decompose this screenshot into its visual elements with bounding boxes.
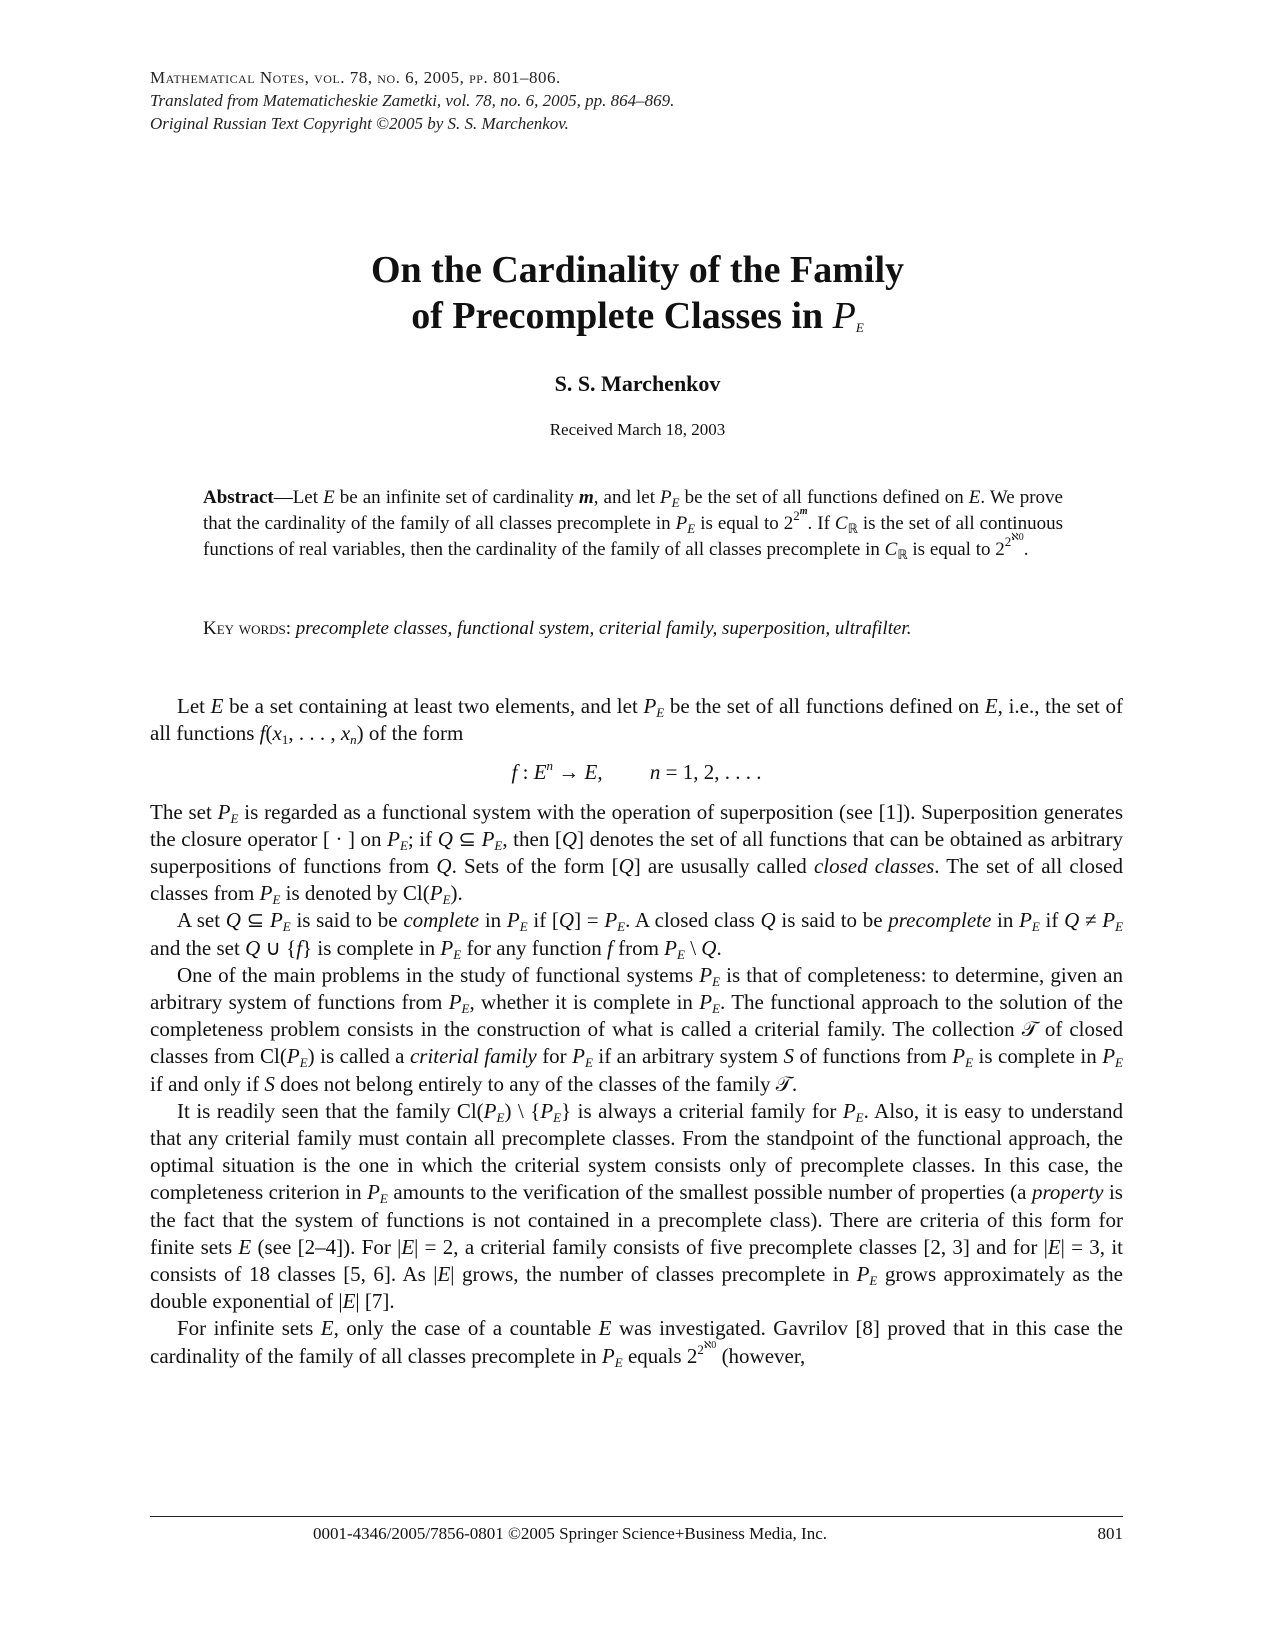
- keywords: [203, 618, 1063, 640]
- keywords-text: precomplete classes, functional system, criterial family, superposition, ultrafilter.: [295, 618, 912, 639]
- footer-rule: [150, 1516, 1123, 1517]
- paragraph: One of the main problems in the study of functional systems $P_E$ is that of completeness: to determine, given an arbitrary system of functions from $P_E$, whether it is complete in $P_E$. The functional approach to the solution of the completeness problem consists in the construction of what is called a criterial family. The collection 𝒯 of closed classes from $Cl(P_E)$ is called a criterial family for $P_E$ if an arbitrary system S of functions from $P_E$ is complete in $P_E$ if and only if S does not belong entirely to any of the classes of the family 𝒯.: [150, 962, 1123, 1096]
- title-line-2: of Precomplete Classes in: [411, 295, 824, 337]
- paragraph: Let E be a set containing at least two elements, and let $P_E$ be the set of all functions defined on E, i.e., the set of all functions $f(x_1$, . . . , $x_n$) of the form: [150, 694, 1124, 748]
- page-number: 801: [1097, 1524, 1123, 1543]
- abstract: Abstract—Let E be an infinite set of cardinality m, and let $P_E$ be the set of all functions defined on E. We prove that the cardinality of the family of all classes precomplete in $P_E$ is equal to $2^{2^m}$. If $C_ℝ$ is the set of all continuous functions of real variables, then the cardinality of the family of all classes precomplete in $C_ℝ$ is equal to $2^{2^{ℵ0}}$.: [203, 487, 1063, 562]
- paragraph: The set $P_E$ is regarded as a functional system with the operation of superposition (see [1]). Superposition generates the closure operator [ · ] on $P_E$; if Q ⊆ $P_E$, then [Q] denotes the set of all functions that can be obtained as arbitrary superpositions of functions from Q. Sets of the form [Q] are ususally called closed classes. The set of all closed classes from $P_E$ is denoted by $Cl(P_E)$.: [150, 799, 1124, 908]
- author-name: S. S. Marchenkov: [554, 371, 721, 396]
- paper-title: On the Cardinality of the Family of Precomplete Classes in $P_E$: [0, 247, 1275, 339]
- footer-issn: 0001-4346/2005/7856-0801 ©2005 Springer Science+Business Media, Inc.: [313, 1524, 828, 1543]
- abstract-label: Abstract: [203, 487, 274, 508]
- keywords-label: Key words:: [203, 618, 292, 639]
- received-date: Received March 18, 2003: [549, 420, 726, 439]
- equation: f : $E^n \to E$, n = 1, 2, . . . .: [511, 758, 762, 785]
- paragraph: For infinite sets E, only the case of a countable E was investigated. Gavrilov [8] proved that in this case the cardinality of the family of all classes precomplete in $P_E$ equals $2^{2^{ℵ0}}$ (however,: [150, 1316, 1123, 1370]
- journal-metadata: [150, 66, 674, 135]
- paragraph: It is readily seen that the family $Cl(P_E)$ \ $\{P_E\}$ is always a criterial family for $P_E$. Also, it is easy to understand that any criterial family must contain all precomplete classes. From the standpoint of the functional approach, the optimal situation is the one in which the criterial system consists only of precomplete classes. In this case, the completeness criterion in $P_E$ amounts to the verification of the smallest possible number of properties (a property is the fact that the system of functions is not contained in a precomplete class). There are criteria of this form for finite sets E (see [2–4]). For |E| = 2, a criterial family consists of five precomplete classes [2, 3] and for |E| = 3, it consists of 18 classes [5, 6]. As |E| grows, the number of classes precomplete in $P_E$ grows approximately as the double exponential of |E| [7].: [150, 1098, 1124, 1314]
- title-line-1: On the Cardinality of the Family: [370, 249, 905, 291]
- page-footer: [150, 1524, 1123, 1550]
- journal-line: Mathematical Notes, vol. 78, no. 6, 2005, pp. 801–806.: [150, 68, 561, 87]
- translated-line: Translated from Matematicheskie Zametki, vol. 78, no. 6, 2005, pp. 864–869.: [150, 91, 675, 110]
- body-text: [150, 693, 1123, 1370]
- paragraph: A set Q ⊆ $P_E$ is said to be complete in $P_E$ if $[Q] = P_E$. A closed class Q is said to be precomplete in $P_E$ if $Q \ne P_E$ and the set Q ∪ {f} is complete in $P_E$ for any function f from $P_E$ \ Q.: [150, 908, 1124, 962]
- copyright-line: Original Russian Text Copyright ©2005 by S. S. Marchenkov.: [150, 114, 569, 133]
